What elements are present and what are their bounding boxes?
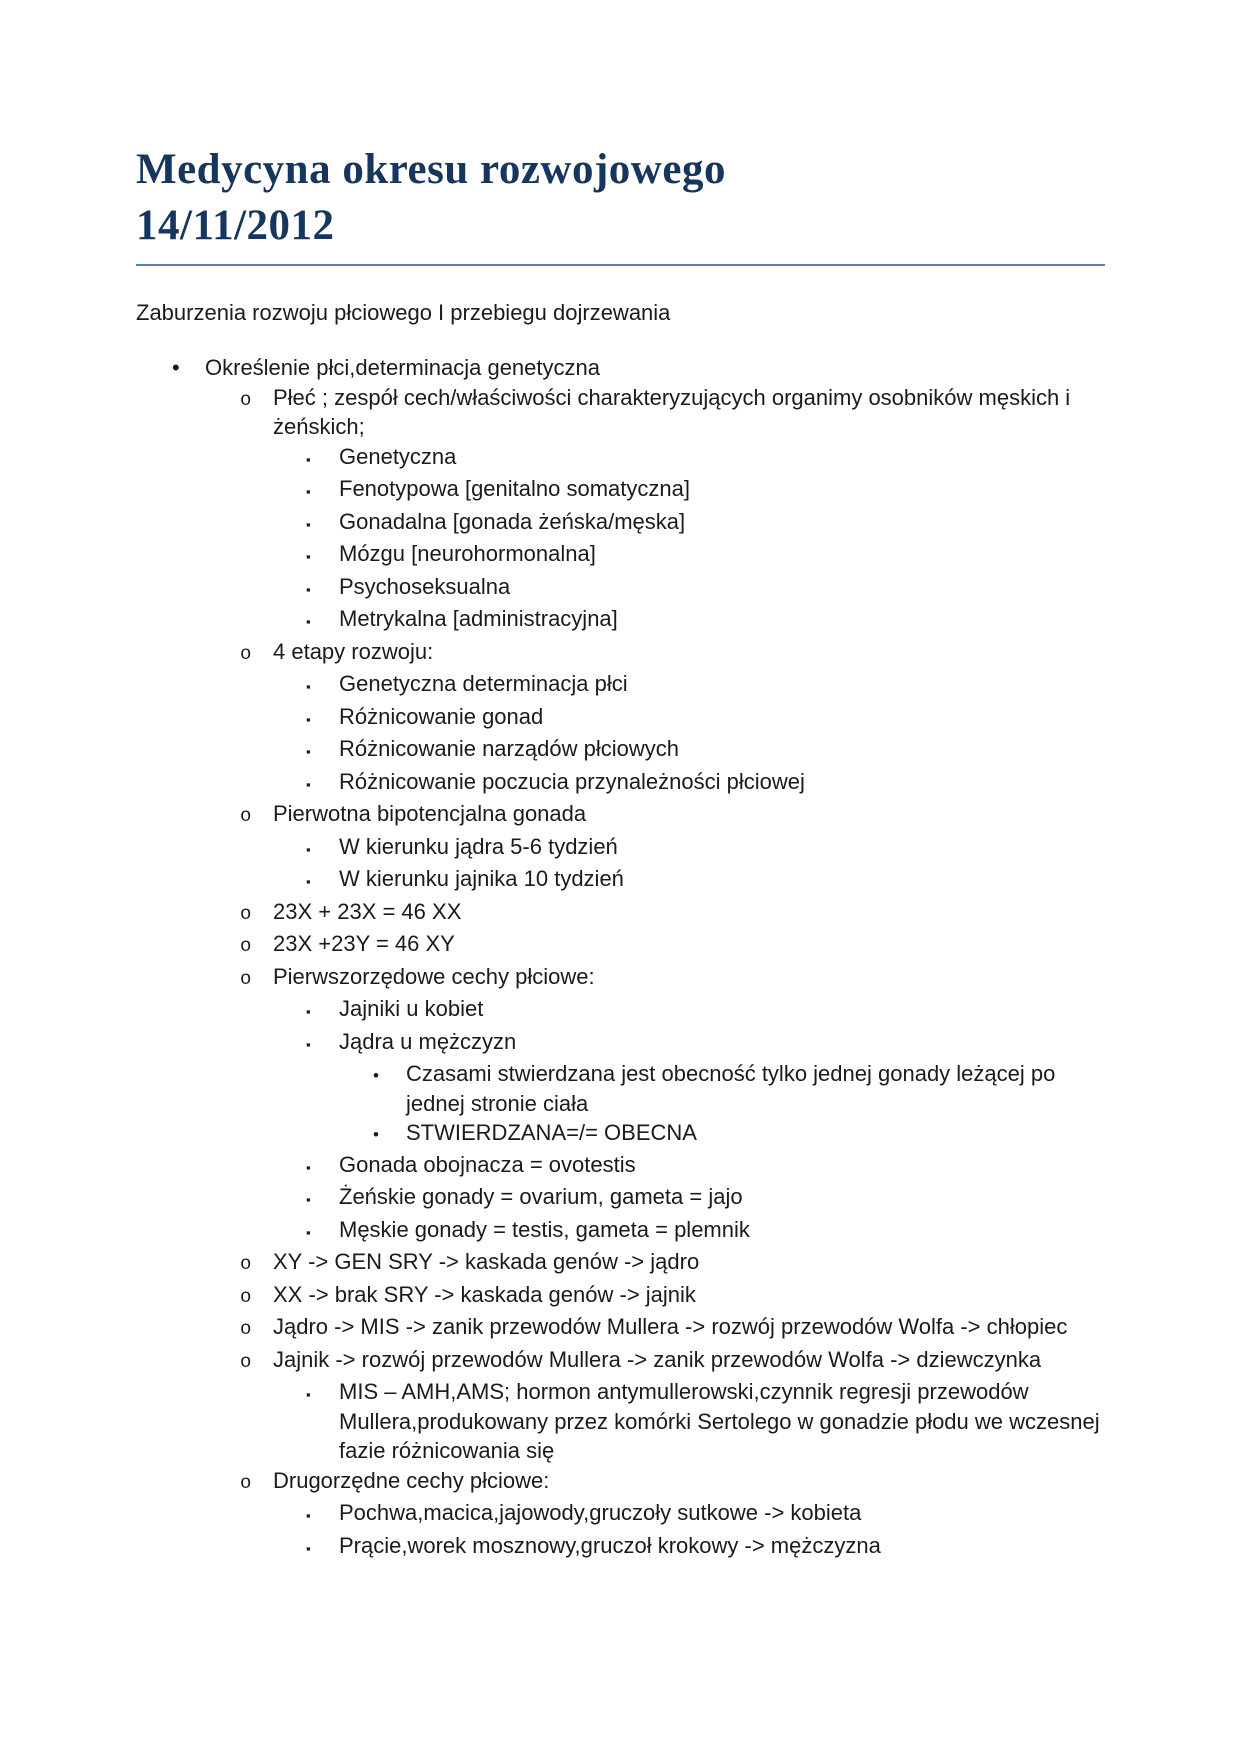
list-item-text: Gonada obojnacza = ovotestis	[339, 1151, 636, 1177]
list-item-text: 23X +23Y = 46 XY	[273, 931, 455, 956]
bullet-marker: •	[373, 1125, 379, 1144]
list-item	[136, 1027, 1105, 1060]
bullet-marker: ▪	[306, 516, 311, 532]
bullet-marker: o	[240, 1471, 252, 1494]
list-item	[136, 1182, 1105, 1215]
bullet-marker: ▪	[306, 549, 311, 564]
bullet-marker: ▪	[306, 614, 311, 629]
bullet-marker: o	[240, 902, 252, 925]
list-item	[136, 962, 1105, 995]
list-item-text: Płeć ; zespół cech/właściwości charakteryzujących organimy osobników męskich i żeńskich;	[273, 384, 1071, 439]
list-item-text: Jajnik -> rozwój przewodów Mullera -> zanik przewodów Wolfa -> dziewczynka	[273, 1346, 1042, 1372]
bullet-marker: ▪	[306, 1036, 311, 1052]
list-item-text: Żeńskie gonady = ovarium, gameta = jajo	[339, 1184, 743, 1209]
list-item	[136, 1466, 1105, 1499]
list-item-text: Pochwa,macica,jajowody,gruczoły sutkowe -> kobieta	[339, 1500, 862, 1525]
list-item	[136, 383, 1105, 442]
bullet-marker: o	[240, 967, 252, 990]
bullet-marker: o	[240, 1318, 252, 1340]
list-item	[136, 1059, 1105, 1118]
bullet-marker: ▪	[306, 776, 311, 792]
list-item-text: Drugorzędne cechy płciowe:	[273, 1467, 550, 1493]
list-item-text: Psychoseksualna	[339, 573, 511, 599]
list-item-text: MIS – AMH,AMS; hormon antymullerowski,czynnik regresji przewodów Mullera,produkowany przez komórki Sertolego w gonadzie płodu we wczesnej fazie różnicowania się	[339, 1379, 1100, 1463]
list-item-text: Męskie gonady = testis, gameta = plemnik	[339, 1216, 750, 1242]
list-item	[136, 929, 1105, 962]
list-item	[136, 897, 1105, 930]
list-item-text: STWIERDZANA=/= OBECNA	[406, 1120, 697, 1145]
list-item-text: Fenotypowa [genitalno somatyczna]	[339, 476, 690, 501]
list-item-text: XX -> brak SRY -> kaskada genów -> jajnik	[273, 1281, 696, 1307]
title-line-2: 14/11/2012	[136, 202, 335, 249]
list-item-text: Pierwotna bipotencjalna gonada	[273, 801, 587, 826]
list-item-text: Metrykalna [administracyjna]	[339, 606, 618, 631]
bullet-marker: ▪	[306, 841, 311, 857]
list-item-text: Genetyczna determinacja płci	[339, 671, 628, 696]
title-block	[136, 142, 1105, 266]
bullet-marker: •	[172, 355, 180, 380]
list-item	[136, 734, 1105, 767]
bullet-marker: ▪	[306, 1508, 311, 1523]
list-item	[136, 637, 1105, 670]
list-item	[136, 799, 1105, 832]
bullet-marker: ▪	[306, 874, 311, 889]
list-item	[136, 702, 1105, 735]
list-item	[136, 994, 1105, 1027]
list-item-text: Gonadalna [gonada żeńska/męska]	[339, 508, 686, 534]
list-item-text: Różnicowanie narządów płciowych	[339, 736, 679, 761]
bullet-marker: ▪	[306, 581, 311, 597]
bullet-marker: ▪	[306, 1387, 311, 1402]
bullet-marker: •	[373, 1066, 379, 1085]
list-item	[136, 767, 1105, 800]
list-item	[136, 1118, 1105, 1150]
list-item	[136, 1531, 1105, 1564]
list-item	[136, 1345, 1105, 1378]
list-item-text: Pierwszorzędowe cechy płciowe:	[273, 963, 595, 989]
list-item-text: Jądra u mężczyzn	[339, 1028, 517, 1054]
list-item	[136, 832, 1105, 865]
bullet-marker: ▪	[306, 711, 311, 727]
bullet-list	[136, 353, 1105, 1563]
list-item	[136, 864, 1105, 897]
list-item	[136, 1312, 1105, 1345]
bullet-marker: ▪	[306, 1004, 311, 1019]
list-item	[136, 1215, 1105, 1248]
list-item	[136, 353, 1105, 383]
bullet-marker: ▪	[306, 1192, 311, 1207]
bullet-marker: o	[240, 935, 252, 957]
list-item	[136, 604, 1105, 637]
bullet-marker: ▪	[306, 451, 311, 467]
bullet-marker: ▪	[306, 679, 311, 694]
list-item-text: W kierunku jajnika 10 tydzień	[339, 866, 624, 891]
list-item	[136, 1247, 1105, 1280]
list-item-text: Genetyczna	[339, 443, 457, 469]
list-item	[136, 572, 1105, 605]
bullet-marker: o	[240, 805, 252, 827]
list-item	[136, 669, 1105, 702]
bullet-marker: ▪	[306, 744, 311, 759]
list-item	[136, 442, 1105, 475]
bullet-marker: ▪	[306, 1159, 311, 1175]
list-item	[136, 1498, 1105, 1531]
list-item-text: 23X + 23X = 46 XX	[273, 898, 462, 924]
list-item	[136, 1150, 1105, 1183]
bullet-marker: o	[240, 1350, 252, 1373]
list-item-text: XY -> GEN SRY -> kaskada genów -> jądro	[273, 1249, 700, 1274]
bullet-marker: ▪	[306, 1540, 311, 1556]
list-item-text: Prącie,worek mosznowy,gruczoł krokowy -> mężczyzna	[339, 1532, 881, 1558]
list-item	[136, 1280, 1105, 1313]
list-item	[136, 474, 1105, 507]
list-item-text: Różnicowanie poczucia przynależności płciowej	[339, 768, 805, 794]
bullet-marker: ▪	[306, 1224, 311, 1240]
list-item-text: 4 etapy rozwoju:	[273, 638, 434, 664]
list-item-text: Czasami stwierdzana jest obecność tylko jednej gonady leżącej po jednej stronie ciała	[406, 1061, 1056, 1116]
bullet-marker: o	[240, 1253, 252, 1275]
bullet-marker: o	[240, 642, 252, 665]
list-item-text: Określenie płci,determinacja genetyczna	[205, 355, 600, 380]
bullet-marker: o	[240, 1285, 252, 1308]
list-item-text: Różnicowanie gonad	[339, 703, 544, 729]
bullet-marker: o	[240, 388, 252, 411]
page-title	[136, 142, 1105, 254]
bullet-marker: ▪	[306, 484, 311, 499]
list-item-text: Mózgu [neurohormonalna]	[339, 541, 596, 566]
list-item-text: Jajniki u kobiet	[339, 996, 484, 1021]
intro-paragraph: Zaburzenia rozwoju płciowego I przebiegu dojrzewania	[136, 300, 671, 325]
list-item	[136, 539, 1105, 572]
list-item-text: Jądro -> MIS -> zanik przewodów Mullera -> rozwój przewodów Wolfa -> chłopiec	[273, 1314, 1068, 1339]
list-item	[136, 1377, 1105, 1466]
title-line-1: Medycyna okresu rozwojowego	[136, 146, 726, 193]
list-item	[136, 507, 1105, 540]
list-item-text: W kierunku jądra 5-6 tydzień	[339, 833, 618, 859]
